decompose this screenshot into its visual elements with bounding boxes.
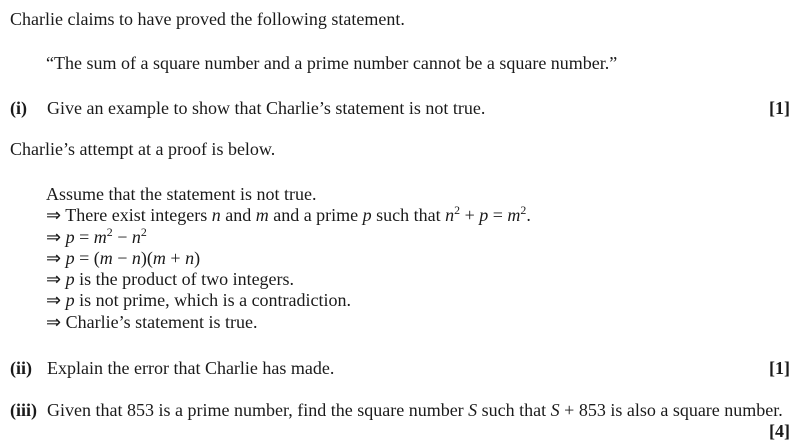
part-i-text: Give an example to show that Charlie’s statement is not true. [47,98,486,118]
part-ii-row [10,357,790,379]
part-ii-label: (ii) [10,358,32,379]
part-iii-marks: [4] [769,421,790,442]
part-iii-row [10,399,790,421]
proof-line-assume: Assume that the statement is not true. [46,184,317,204]
proof-line-exist: ⇒ There exist integers n and m and a prime p such that $n^2 + p = m^2$. [46,203,531,226]
proof-line-contradiction: ⇒ p is not prime, which is a contradiction. [46,290,352,311]
part-ii-text: Explain the error that Charlie has made. [47,358,335,379]
statement-quote: “The sum of a square number and a prime number cannot be a square number.” [46,53,618,73]
proof-line-conclusion: ⇒ Charlie’s statement is true. [46,311,258,332]
part-i-row [10,97,790,119]
proof-block [46,184,790,333]
part-i-label: (i) [10,98,27,118]
part-iii-text: Given that 853 is a prime number, find the square number S such that S + 853 is also a square number. [47,400,783,421]
proof-line-product: ⇒ p is the product of two integers. [46,269,295,290]
part-i-marks: [1] [769,98,790,118]
intro-text: Charlie claims to have proved the following statement. [10,9,405,29]
proof-line-difference: ⇒ $p = m^2 - n^2$ [46,224,147,247]
attempt-intro-text: Charlie’s attempt at a proof is below. [10,139,276,159]
part-iii-marks-line [10,421,790,442]
part-ii-marks: [1] [769,358,790,379]
proof-line-factorised: ⇒ p = (m − n)(m + n) [46,247,201,268]
part-iii-label: (iii) [10,400,37,421]
